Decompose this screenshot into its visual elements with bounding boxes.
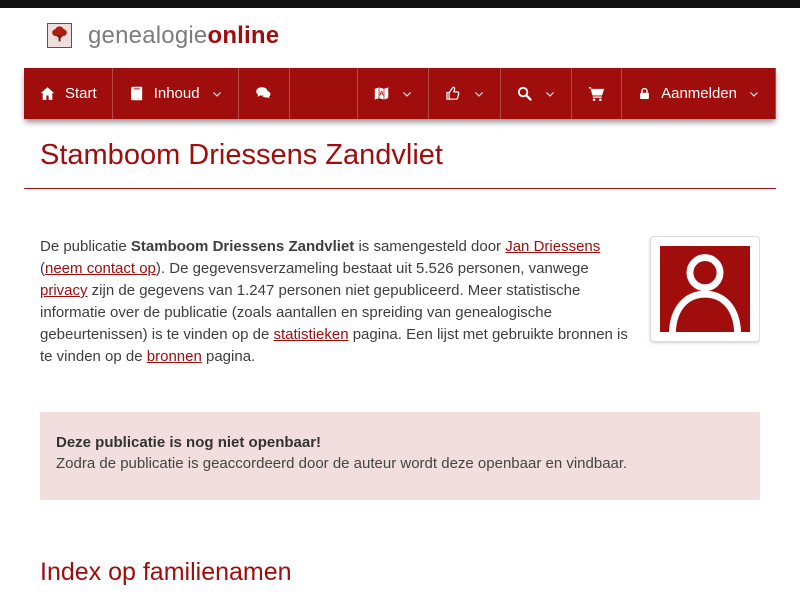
language-icon: [373, 85, 390, 102]
main-navbar: [24, 68, 776, 119]
contact-link[interactable]: neem contact op: [45, 260, 156, 277]
brand-red-part: online: [207, 22, 280, 49]
navbar-spacer: [290, 68, 358, 119]
lock-icon: [637, 86, 652, 102]
chevron-down-icon: [748, 88, 760, 100]
intro-text: is samengesteld door: [354, 238, 506, 255]
comments-icon: [254, 85, 274, 102]
tree-icon: [49, 23, 70, 49]
thumbs-up-icon: [444, 85, 462, 102]
intro-text: pagina.: [201, 348, 256, 365]
nav-language[interactable]: [357, 68, 429, 119]
top-black-bar: [0, 0, 800, 8]
sources-link[interactable]: bronnen: [146, 348, 202, 365]
publication-avatar[interactable]: [650, 236, 760, 342]
brand-wordmark[interactable]: [88, 23, 279, 48]
home-icon: [39, 85, 56, 102]
cart-icon: [587, 85, 606, 102]
nav-aanmelden-label: Aanmelden: [661, 85, 737, 102]
intro-text: zijn de gegevens van 1.247 personen niet gepubliceerd. Meer statistische informatie over de publicatie (zoals aantallen en spreiding van genealogische gebeurtenissen) is te vinden op de: [40, 282, 581, 343]
svg-text:A: A: [379, 90, 384, 98]
nav-start-label: Start: [65, 85, 97, 102]
not-public-alert: [40, 412, 760, 500]
chevron-down-icon: [473, 88, 485, 100]
title-divider: [24, 188, 776, 189]
nav-inhoud-label: Inhoud: [153, 85, 200, 102]
nav-like[interactable]: [429, 68, 501, 119]
privacy-link[interactable]: privacy: [40, 282, 88, 299]
intro-text: (: [40, 260, 45, 277]
alert-title: Deze publicatie is nog niet openbaar!: [56, 434, 322, 451]
publication-name: Stamboom Driessens Zandvliet: [130, 238, 355, 255]
nav-forum[interactable]: [239, 68, 290, 119]
chevron-down-icon: [211, 88, 223, 100]
intro-section: [40, 236, 760, 368]
nav-inhoud[interactable]: [113, 68, 239, 119]
site-logo[interactable]: [47, 23, 72, 48]
page-title: Stamboom Driessens Zandvliet: [40, 139, 443, 171]
person-icon: [660, 246, 750, 332]
chevron-down-icon: [401, 88, 413, 100]
statistics-link[interactable]: statistieken: [273, 326, 349, 343]
site-header: [0, 8, 800, 68]
surname-index-heading: Index op familienamen: [40, 558, 292, 586]
nav-start[interactable]: [24, 68, 113, 119]
nav-search[interactable]: [501, 68, 572, 119]
intro-text: ). De gegevensverzameling bestaat uit 5.526 personen, vanwege: [155, 260, 589, 277]
chevron-down-icon: [544, 88, 556, 100]
book-icon: [128, 85, 145, 102]
nav-aanmelden[interactable]: [622, 68, 776, 119]
author-link[interactable]: Jan Driessens: [505, 238, 601, 255]
intro-text: De publicatie: [40, 238, 131, 255]
brand-gray-part: genealogie: [88, 22, 208, 49]
alert-body: Zodra de publicatie is geaccordeerd door de auteur wordt deze openbaar en vindbaar.: [56, 455, 628, 472]
search-icon: [516, 85, 533, 102]
intro-paragraph: [40, 236, 628, 368]
nav-cart[interactable]: [572, 68, 622, 119]
intro-text: pagina. Een lijst met gebruikte bronnen is te vinden op de: [40, 326, 628, 365]
